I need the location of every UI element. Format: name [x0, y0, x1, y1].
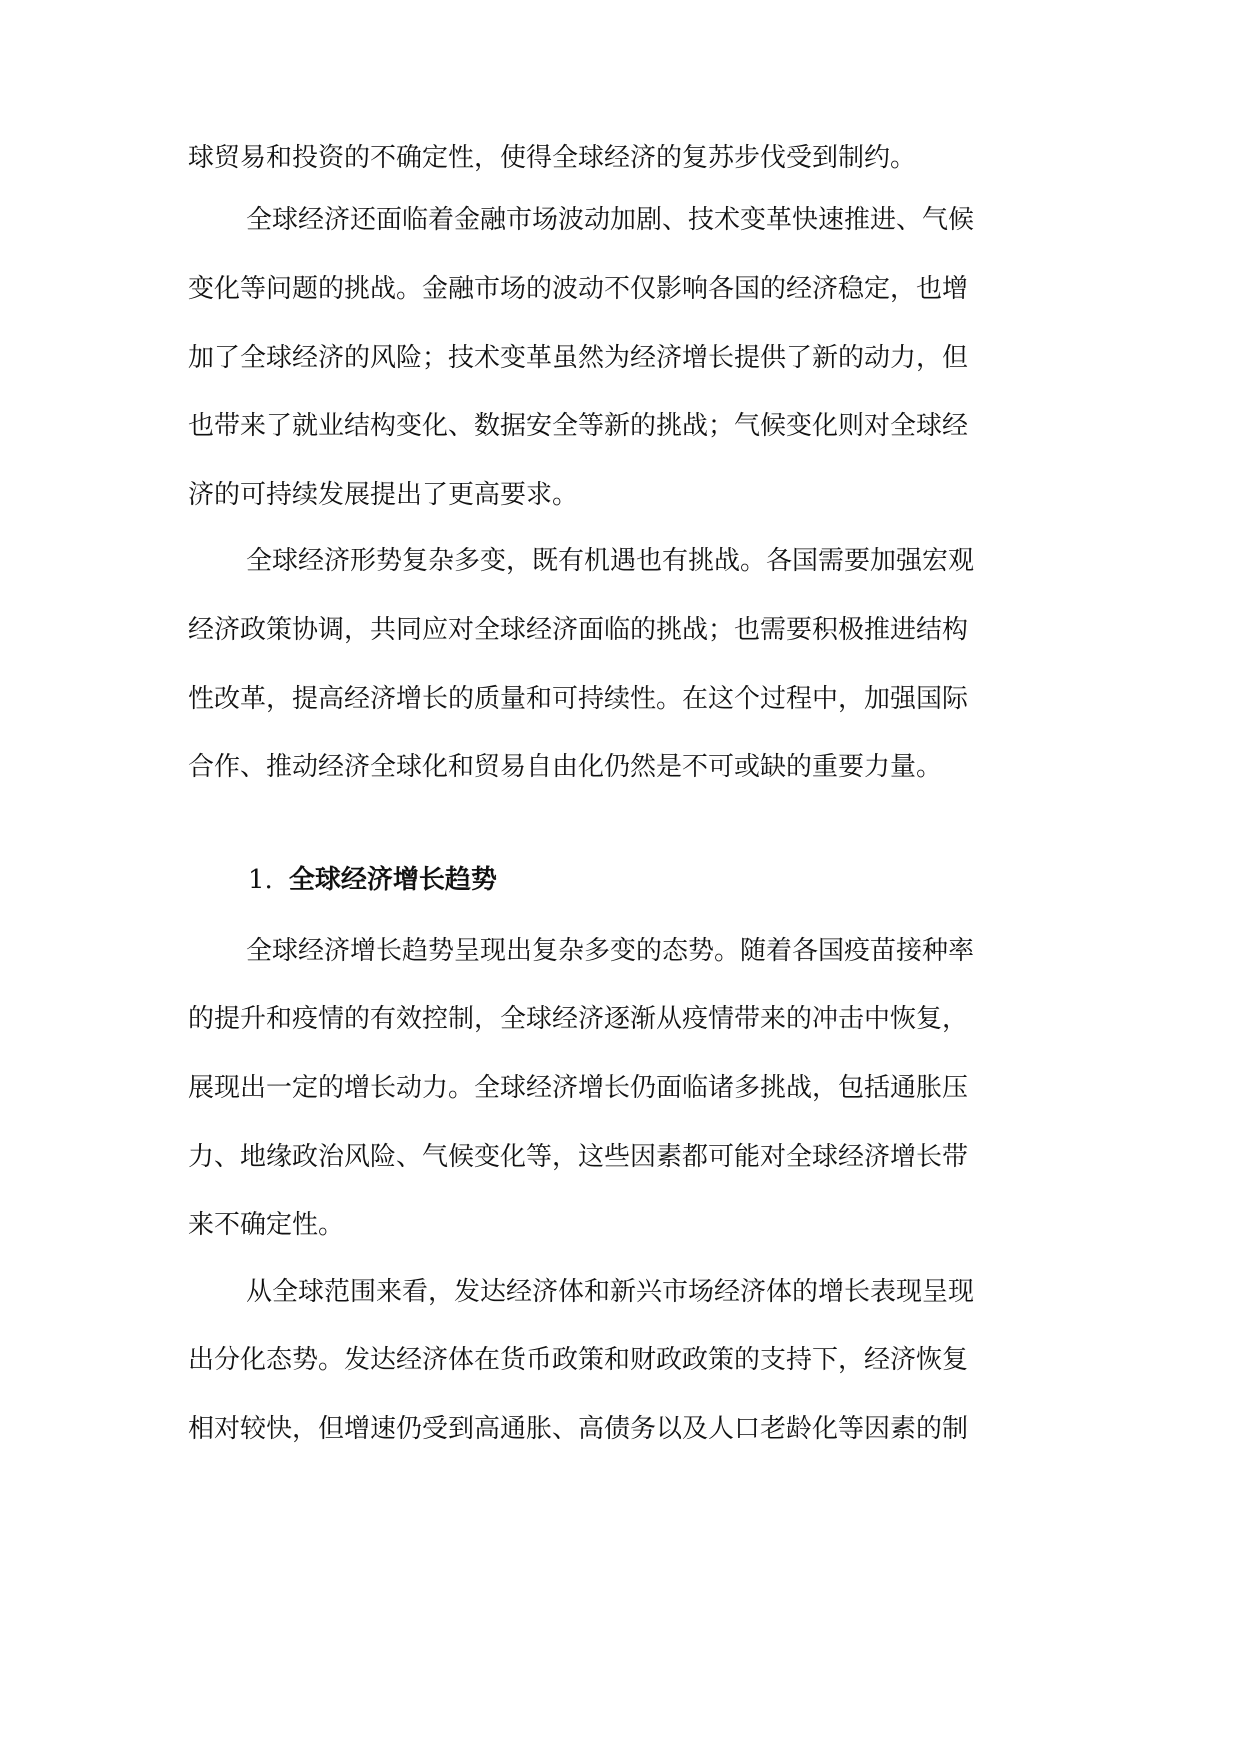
paragraph-line: 全球经济增长趋势呈现出复杂多变的态势。随着各国疫苗接种率 — [246, 936, 975, 966]
paragraph-line: 出分化态势。发达经济体在货币政策和财政政策的支持下，经济恢复 — [188, 1345, 969, 1375]
paragraph-line: 的提升和疫情的有效控制，全球经济逐渐从疫情带来的冲击中恢复， — [188, 1004, 969, 1034]
section-heading — [248, 862, 497, 898]
paragraph-line: 变化等问题的挑战。金融市场的波动不仅影响各国的经济稳定，也增 — [188, 274, 969, 304]
paragraph-line: 加了全球经济的风险；技术变革虽然为经济增长提供了新的动力，但 — [188, 343, 969, 373]
section-title: 全球经济增长趋势 — [288, 865, 497, 895]
paragraph-line: 来不确定性。 — [188, 1210, 345, 1240]
paragraph-line: 合作、推动经济全球化和贸易自由化仍然是不可或缺的重要力量。 — [188, 752, 943, 782]
paragraph-line: 相对较快，但增速仍受到高通胀、高债务以及人口老龄化等因素的制 — [188, 1414, 969, 1444]
paragraph-line: 性改革，提高经济增长的质量和可持续性。在这个过程中，加强国际 — [188, 684, 969, 714]
paragraph-line: 济的可持续发展提出了更高要求。 — [188, 480, 579, 510]
paragraph-line: 经济政策协调，共同应对全球经济面临的挑战；也需要积极推进结构 — [188, 615, 969, 645]
paragraph-line: 从全球范围来看，发达经济体和新兴市场经济体的增长表现呈现 — [246, 1277, 975, 1307]
section-number: 1. — [248, 865, 273, 895]
paragraph-line: 力、地缘政治风险、气候变化等，这些因素都可能对全球经济增长带 — [188, 1142, 969, 1172]
paragraph-line: 全球经济还面临着金融市场波动加剧、技术变革快速推进、气候 — [246, 205, 975, 235]
paragraph-line: 也带来了就业结构变化、数据安全等新的挑战；气候变化则对全球经 — [188, 411, 969, 441]
paragraph-line: 球贸易和投资的不确定性，使得全球经济的复苏步伐受到制约。 — [188, 143, 917, 173]
paragraph-line: 全球经济形势复杂多变，既有机遇也有挑战。各国需要加强宏观 — [246, 546, 975, 576]
paragraph-line: 展现出一定的增长动力。全球经济增长仍面临诸多挑战，包括通胀压 — [188, 1073, 969, 1103]
